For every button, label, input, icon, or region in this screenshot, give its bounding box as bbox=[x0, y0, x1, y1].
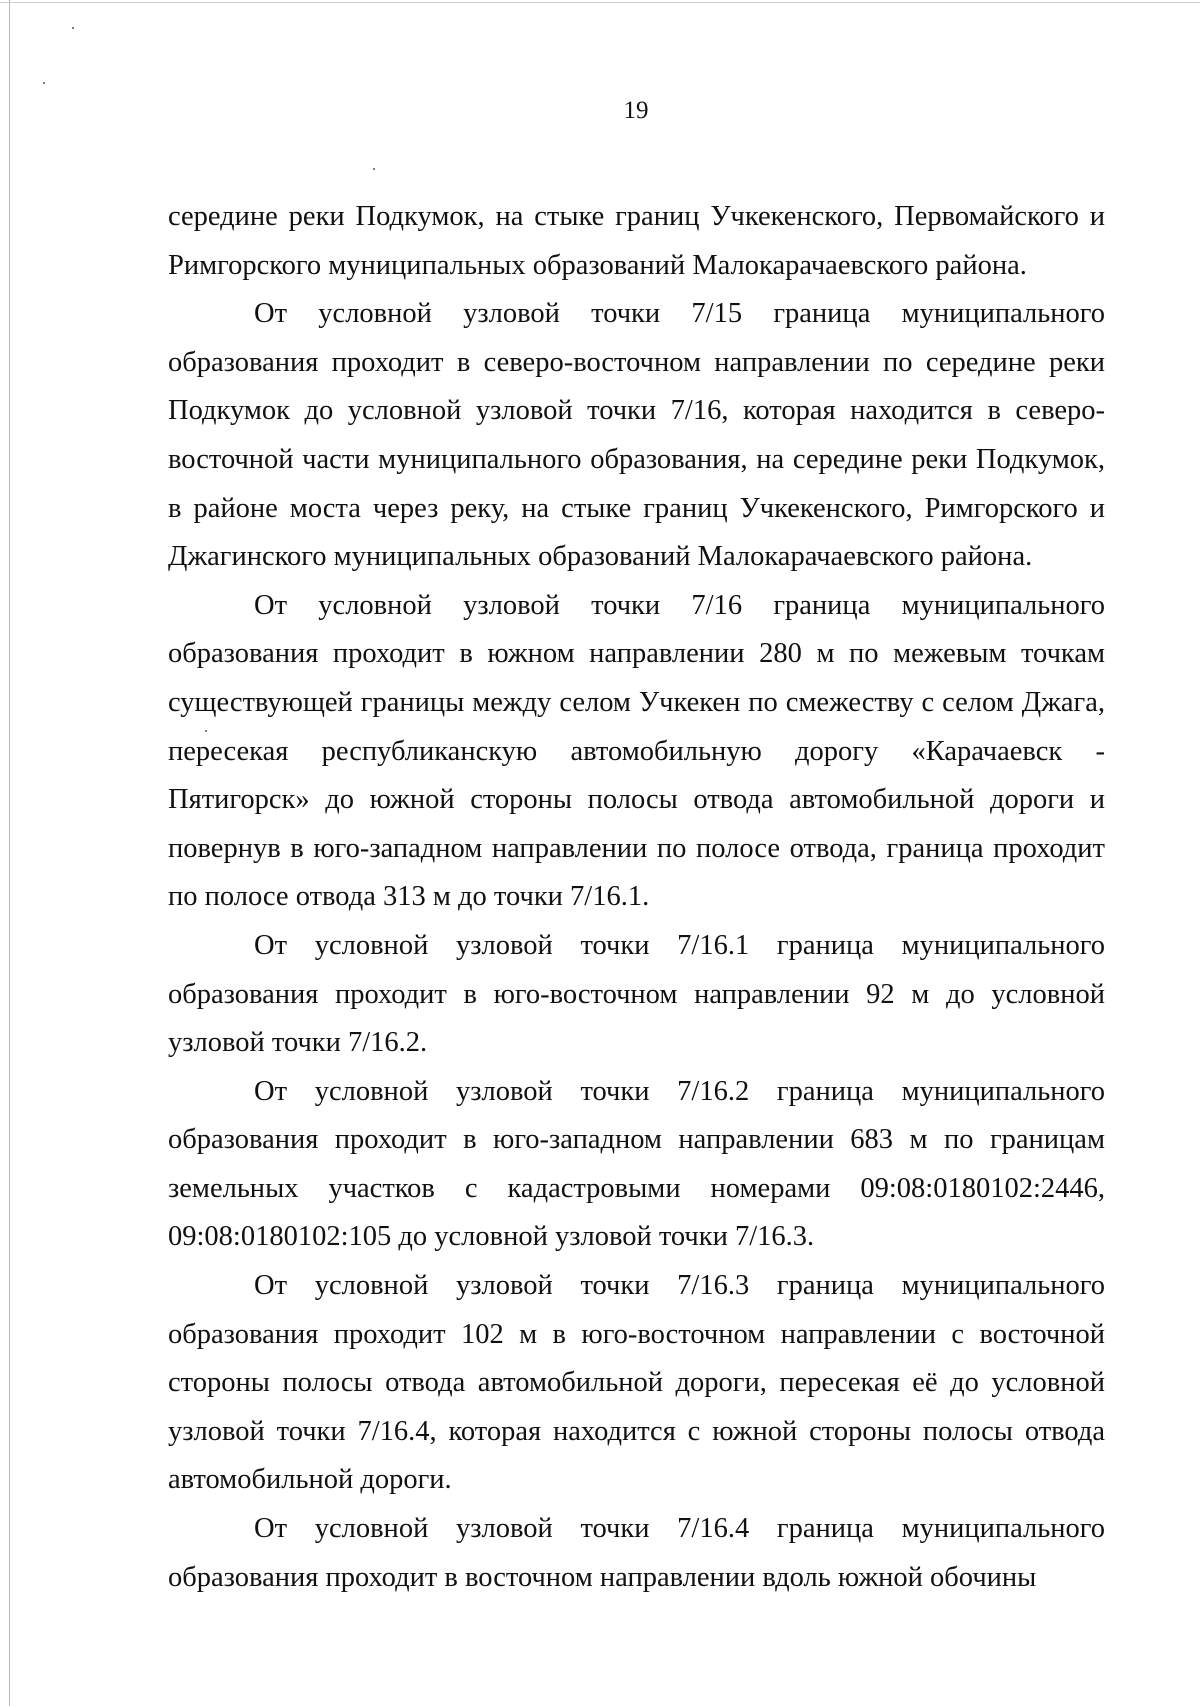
paragraph: От условной узловой точки 7/15 граница муниципального образования проходит в северо-восточном направлении по середине реки Подкумок до условной узловой точки 7/16, которая находится в северо-восточной части муниципального образования, на середине реки Подкумок, в районе моста через реку, на стыке границ Учкекенского, Римгорского и Джагинского муниципальных образований Малокарачаевского района. bbox=[168, 298, 1105, 573]
page-number: 19 bbox=[623, 97, 649, 124]
scan-edge-top bbox=[0, 2, 1200, 3]
paragraph: От условной узловой точки 7/16.3 граница муниципального образования проходит 102 м в юго-восточном направлении с восточной стороны полосы отвода автомобильной дороги, пересекая её до условной узловой точки 7/16.4, которая находится с южной стороны полосы отвода автомобильной дороги. bbox=[168, 1270, 1105, 1496]
paragraph: середине реки Подкумок, на стыке границ Учкекенского, Первомайского и Римгорского муниципальных образований Малокарачаевского района. bbox=[168, 201, 1105, 281]
scan-speck bbox=[373, 168, 375, 170]
document-body bbox=[168, 193, 1105, 1602]
paragraph: От условной узловой точки 7/16.1 граница муниципального образования проходит в юго-восточном направлении 92 м до условной узловой точки 7/16.2. bbox=[168, 929, 1105, 1059]
scan-speck bbox=[43, 82, 45, 84]
scan-speck bbox=[72, 27, 74, 29]
paragraph: От условной узловой точки 7/16.4 граница муниципального образования проходит в восточном направлении вдоль южной обочины bbox=[168, 1513, 1105, 1593]
scan-edge-left bbox=[9, 0, 10, 1706]
paragraph: От условной узловой точки 7/16 граница муниципального образования проходит в южном направлении 280 м по межевым точкам существующей границы между селом Учкекен по смежеству с селом Джага, пересекая республиканскую автомобильную дорогу «Карачаевск - Пятигорск» до южной стороны полосы отвода автомобильной дороги и повернув в юго-западном направлении по полосе отвода, граница проходит по полосе отвода 313 м до точки 7/16.1. bbox=[168, 589, 1105, 913]
paragraph: От условной узловой точки 7/16.2 граница муниципального образования проходит в юго-западном направлении 683 м по границам земельных участков с кадастровыми номерами 09:08:0180102:2446, 09:08:0180102:105 до условной узловой точки 7/16.3. bbox=[168, 1075, 1105, 1253]
